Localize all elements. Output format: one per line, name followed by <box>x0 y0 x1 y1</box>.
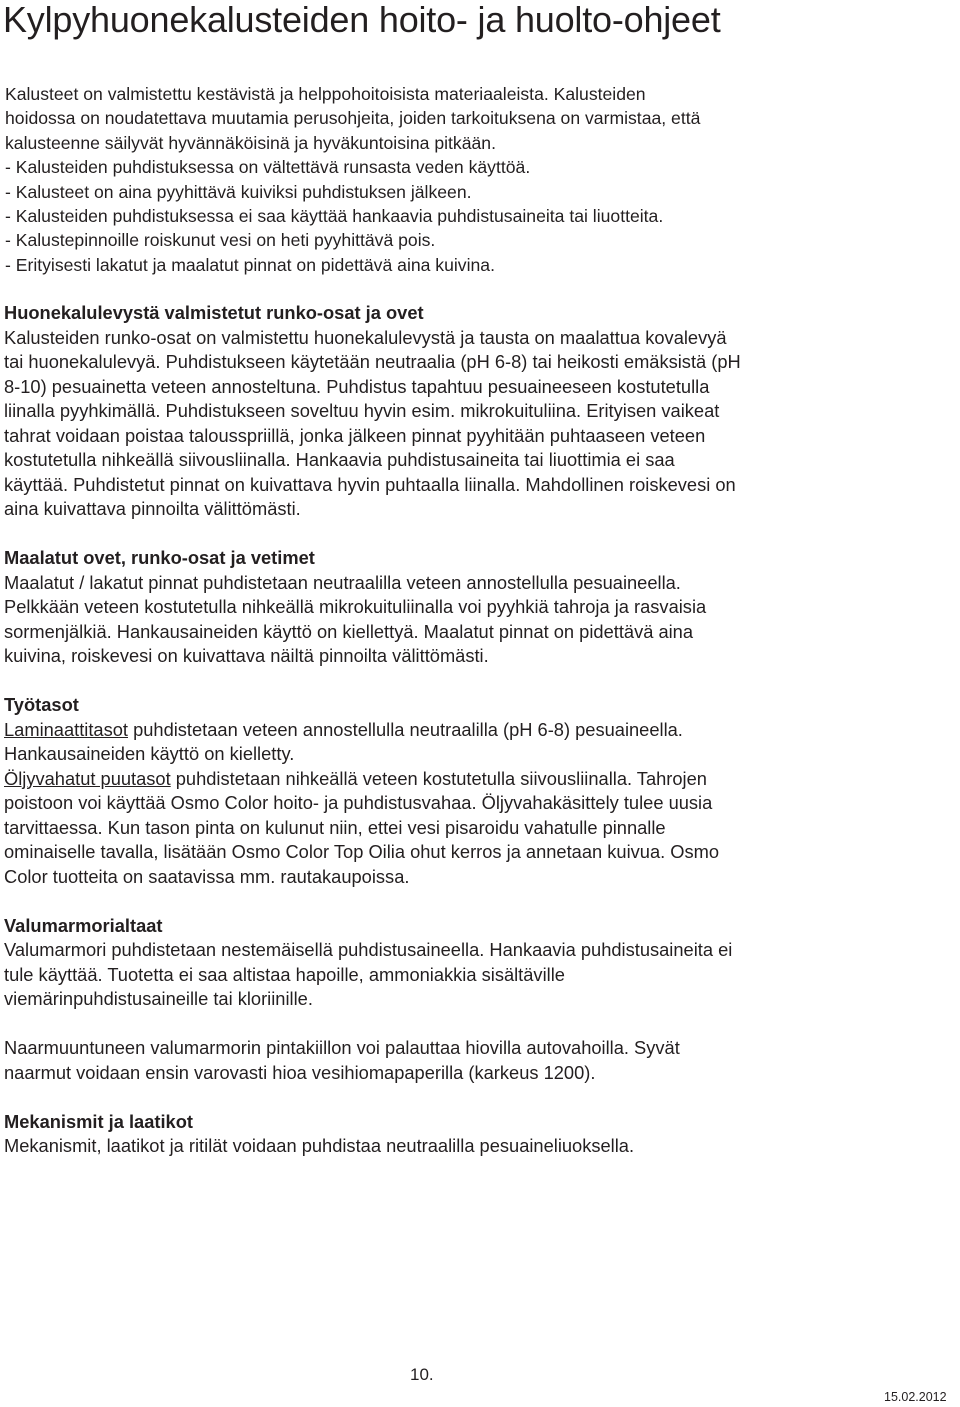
content <box>4 301 956 1159</box>
body-line: Maalatut / lakatut pinnat puhdistetaan neutraalilla veteen annostellulla pesuaineella. <box>4 571 681 593</box>
body-line: kuivina, roiskevesi on kuivattava näiltä pinnoilta välittömästi. <box>4 645 489 666</box>
laminaattitasot-term: Laminaattitasot <box>4 718 128 740</box>
body-line: kostutetulla nihkeällä siivousliinalla. Hankaavia puhdistusaineita tai liuottimia ei saa <box>4 449 675 470</box>
body-line: Pelkkään veteen kostutetulla nihkeällä mikrokuituliinalla voi pyyhkiä tahroja ja rasvaisia <box>4 596 707 617</box>
body-line: tule käyttää. Tuotetta ei saa altistaa hapoille, ammoniakkia sisältäville <box>4 963 565 985</box>
body-text: puhdistetaan nihkeällä veteen kostutetulla siivousliinalla. Tahrojen <box>170 767 707 789</box>
body-line: Hankausaineiden käyttö on kielletty. <box>4 743 295 764</box>
intro-line: hoidossa on noudatettava muutamia perusohjeita, joiden tarkoituksena on varmistaa, että <box>5 108 701 129</box>
intro-bullet: - Kalustepinnoille roiskunut vesi on heti pyyhittävä pois. <box>5 230 436 251</box>
body-text: puhdistetaan veteen annostellulla neutraalilla (pH 6-8) pesuaineella. <box>127 718 683 740</box>
body-line: naarmut voidaan ensin varovasti hioa vesihiomapaperilla (karkeus 1200). <box>4 1061 596 1083</box>
section-valumarmori <box>4 914 956 1012</box>
body-line <box>4 767 956 792</box>
body-line: Mekanismit, laatikot ja ritilät voidaan puhdistaa neutraalilla pesuaineliuoksella. <box>4 1135 635 1156</box>
body-line: Kalusteiden runko-osat on valmistettu huonekalulevystä ja tausta on maalattua kovalevyä <box>4 326 727 348</box>
intro-bullet: - Erityisesti lakatut ja maalatut pinnat on pidettävä aina kuivina. <box>5 254 495 275</box>
section-runko-osat <box>4 301 956 522</box>
section-heading: Huonekalulevystä valmistetut runko-osat ja ovet <box>4 302 424 323</box>
body-line: viemärinpuhdistusaineille tai kloriinille. <box>4 988 313 1009</box>
body-line: Valumarmori puhdistetaan nestemäisellä puhdistusaineella. Hankaavia puhdistusaineita ei <box>4 939 733 960</box>
body-line: tahrat voidaan poistaa talousspriillä, jonka jälkeen pinnat pyyhitään puhtaaseen veteen <box>4 424 706 446</box>
body-line: tarvittaessa. Kun tason pinta on kulunut niin, ettei vesi pisaroidu vahatulle pinnalle <box>4 816 666 838</box>
body-line: poistoon voi käyttää Osmo Color hoito- ja puhdistusvahaa. Öljyvahakäsittely tulee uusia <box>4 792 713 813</box>
section-heading: Maalatut ovet, runko-osat ja vetimet <box>4 547 315 568</box>
section-heading: Mekanismit ja laatikot <box>4 1110 193 1132</box>
intro-section <box>5 82 955 277</box>
intro-line: kalusteenne säilyvät hyvännäköisinä ja hyväkuntoisina pitkään. <box>5 132 496 153</box>
section-heading: Työtasot <box>4 694 79 715</box>
page-title: Kylpyhuonekalusteiden hoito- ja huolto-ohjeet <box>3 0 721 40</box>
intro-line: Kalusteet on valmistettu kestävistä ja helppohoitoisista materiaaleista. Kalusteiden <box>5 84 646 104</box>
section-valumarmori-repair <box>4 1036 956 1085</box>
body-line: aina kuivattava pinnoilta välittömästi. <box>4 498 301 519</box>
body-line: Color tuotteita on saatavissa mm. rautakaupoissa. <box>4 865 410 887</box>
oljyvahatut-term: Öljyvahatut puutasot <box>4 767 171 789</box>
body-line: käyttää. Puhdistetut pinnat on kuivattava hyvin puhtaalla liinalla. Mahdollinen roiskevesi on <box>4 473 736 495</box>
body-line <box>4 718 956 743</box>
section-maalatut <box>4 546 956 669</box>
intro-bullet: - Kalusteiden puhdistuksessa on vältettävä runsasta veden käyttöä. <box>5 157 531 178</box>
section-heading: Valumarmorialtaat <box>4 914 163 936</box>
footer-date: 15.02.2012 <box>884 1390 947 1404</box>
body-line: ominaiselle tavalla, lisätään Osmo Color Top Oilia ohut kerros ja annetaan kuivua. Osmo <box>4 841 720 862</box>
body-line: liinalla pyyhkimällä. Puhdistukseen soveltuu hyvin esim. mikrokuituliina. Erityisen vaikeat <box>4 400 720 421</box>
intro-bullet: - Kalusteiden puhdistuksessa ei saa käyttää hankaavia puhdistusaineita tai liuotteita. <box>5 206 664 227</box>
body-line: sormenjälkiä. Hankausaineiden käyttö on kiellettyä. Maalatut pinnat on pidettävä aina <box>4 620 694 642</box>
page-number: 10. <box>410 1365 434 1384</box>
body-line: 8-10) pesuainetta veteen annosteltuna. Puhdistus tapahtuu pesuaineeseen kostutetulla <box>4 375 710 397</box>
body-line: Naarmuuntuneen valumarmorin pintakiillon voi palauttaa hiovilla autovahoilla. Syvät <box>4 1037 680 1058</box>
section-tyotasot <box>4 693 956 889</box>
section-mekanismit <box>4 1110 956 1159</box>
body-line: tai huonekalulevyä. Puhdistukseen käytetään neutraalia (pH 6-8) tai heikosti emäksistä (pH <box>4 351 741 372</box>
intro-bullet: - Kalusteet on aina pyyhittävä kuiviksi puhdistuksen jälkeen. <box>5 181 472 202</box>
